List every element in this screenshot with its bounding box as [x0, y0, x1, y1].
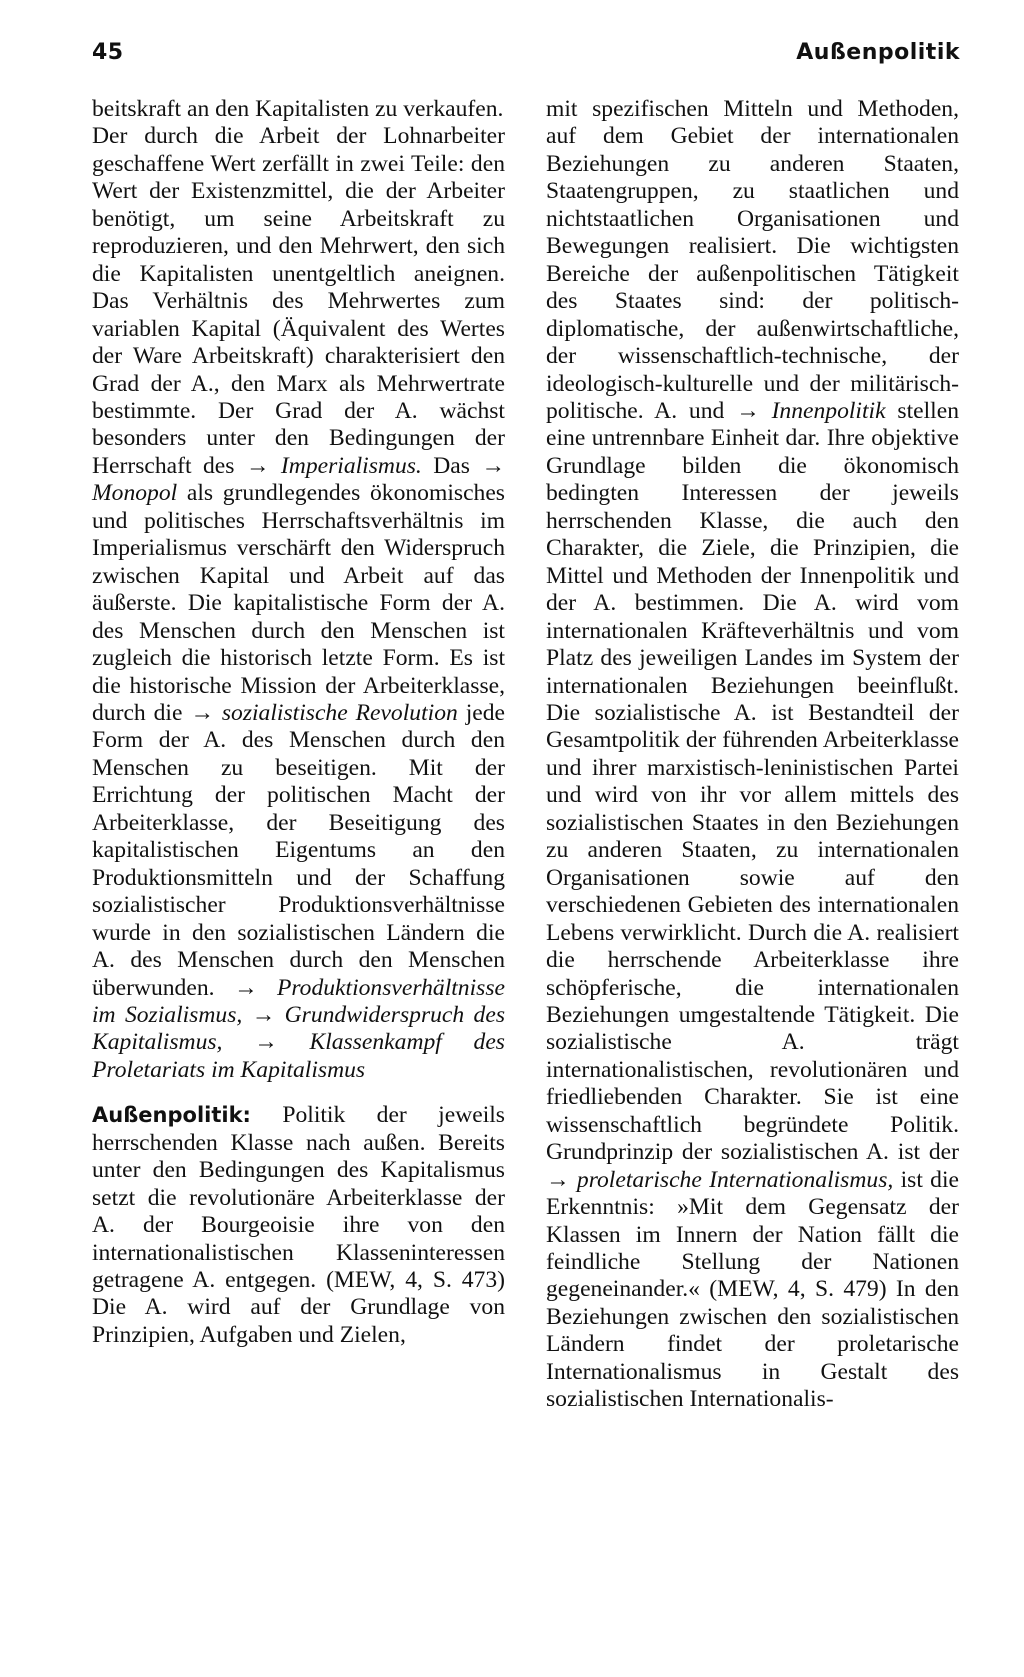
- cross-reference-arrow-icon: →: [233, 974, 258, 1001]
- paragraph-ausbeutung: [92, 123, 505, 1084]
- text-run: Politik der jeweils herrschenden Klasse nach außen. Bereits unter den Bedingungen des Kapitalismus setzt die revolutionäre Arbeiterklasse der A. der Bourgeoisie ihre von den internationalistischen Klasseninteressen getragene A. entgegen. (MEW, 4, S. 473) Die A. wird auf der Grundlage von Prinzipien, Aufgaben und Zielen,: [92, 1102, 505, 1348]
- page-header: [92, 40, 960, 80]
- cross-reference-arrow-icon: →: [245, 452, 270, 479]
- cross-reference-sozialistische-revolution: sozialistische Revolution: [221, 699, 458, 726]
- text-run: jede Form der A. des Menschen durch den Menschen zu beseitigen. Mit der Errichtung der politischen Macht der Arbeiterklasse, der Beseitigung des kapitalistischen Eigentums an den Produktionsmitteln und der Schaffung sozialistischer Produktionsverhältnisse wurde in den sozialistischen Ländern die A. des Menschen durch den Menschen überwunden.: [92, 699, 505, 1001]
- text-run: Das: [421, 452, 482, 479]
- left-column: [92, 96, 505, 1349]
- cross-reference-arrow-icon: →: [481, 452, 505, 479]
- cross-reference-imperialismus: Imperialismus.: [280, 452, 422, 479]
- text-run: als grundlegendes ökonomisches und politisches Herrschaftsverhältnis im Imperialismus verschärft den Widerspruch zwischen Kapital und Arbeit auf das äußerste. Die kapitalistische Form der A. des Menschen durch den Menschen ist zugleich die historisch letzte Form. Es ist die historische Mission der Arbeiterklasse, durch die: [92, 480, 505, 726]
- cross-reference-arrow-icon: →: [736, 397, 760, 424]
- cross-reference-arrow-icon: →: [546, 1166, 570, 1193]
- cross-reference-monopol: Monopol: [92, 480, 178, 507]
- text-run: stellen eine untrennbare Einheit dar. Ihre objektive Grundlage bilden die ökonomisch bedingten Interessen der jeweils herrschenden Klasse, die auch den Charakter, die Ziele, die Prinzipien, die Mittel und Methoden der Innenpolitik und der A. bestimmen. Die A. wird vom internationalen Kräfteverhältnis und vom Platz des jeweiligen Landes im System der internationalen Beziehungen beeinflußt. Die sozialistische A. ist Bestandteil der Gesamtpolitik der führenden Arbeiterklasse und ihrer marxistisch-leninistischen Partei und wird von ihr vor allem mittels des sozialistischen Staates in den Beziehungen zu anderen Staaten, zu internationalen Organisationen sowie auf den verschiedenen Gebieten des internationalen Lebens verwirklicht. Durch die A. realisiert die herrschende Arbeiterklasse ihre schöpferische, die internationalen Beziehungen umgestaltende Tätigkeit. Die sozialistische A. trägt internationalistischen, revolutionären und friedliebenden Charakter. Sie ist eine wissenschaftlich begründete Politik. Grundprinzip der sozialistischen A. ist der: [546, 397, 959, 1166]
- cross-reference-innenpolitik: Innenpolitik: [771, 397, 886, 424]
- running-head: Außenpolitik: [796, 40, 960, 65]
- cross-reference-arrow-icon: →: [251, 1001, 276, 1028]
- page-number: 45: [92, 40, 124, 65]
- entry-term: Außenpolitik:: [92, 1103, 251, 1128]
- cross-reference-grundwiderspruch: Grundwiderspruch des Kapitalismus,: [92, 1001, 505, 1056]
- right-column: [546, 96, 959, 1414]
- cross-reference-arrow-icon: →: [254, 1029, 278, 1056]
- cross-reference-produktionsverhaeltnisse: Produktionsverhältnisse im Sozialismus,: [92, 974, 505, 1028]
- cross-reference-internationalismus: proletarische Internationalismus,: [576, 1166, 894, 1193]
- text-run: Der durch die Arbeit der Lohnarbeiter geschaffene Wert zerfällt in zwei Teile: den Wert der Existenzmittel, die der Arbeiter benötigt, um seine Arbeitskraft zu reproduzieren, und den Mehrwert, den sich die Kapitalisten unentgeltlich aneignen. Das Verhältnis des Mehrwertes zum variablen Kapital (Äquivalent des Wertes der Ware Arbeitskraft) charakterisiert den Grad der A., den Marx als Mehrwertrate bestimmte. Der Grad der A. wächst besonders unter den Bedingungen der Herrschaft des: [92, 123, 505, 479]
- text-run: ist die Erkenntnis: »Mit dem Gegensatz der Klassen im Innern der Nation fällt die feindliche Stellung der Nationen gegeneinander.« (MEW, 4, S. 479) In den Beziehungen zwischen den sozialistischen Ländern findet der proletarische Internationalismus in Gestalt des sozialistischen Internationalis-: [546, 1166, 959, 1413]
- paragraph-aussenpolitik-continued: [546, 96, 959, 1414]
- text-run: beitskraft an den Kapitalisten zu verkaufen.: [92, 96, 504, 122]
- cross-reference-arrow-icon: →: [190, 699, 214, 726]
- cross-reference-klassenkampf: Klassenkampf des Proletariats im Kapitalismus: [92, 1029, 505, 1083]
- paragraph-continuation: [92, 96, 505, 123]
- entry-aussenpolitik: [92, 1102, 505, 1349]
- text-run: mit spezifischen Mitteln und Methoden, auf dem Gebiet der internationalen Beziehungen zu anderen Staaten, Staatengruppen, zu staatlichen und nichtstaatlichen Organisationen und Bewegungen realisiert. Die wichtigsten Bereiche der außenpolitischen Tätigkeit des Staates sind: der politisch-diplomatische, der außenwirtschaftliche, der wissenschaftlich-technische, der ideologisch-kulturelle und der militärisch-politische. A. und: [546, 96, 959, 424]
